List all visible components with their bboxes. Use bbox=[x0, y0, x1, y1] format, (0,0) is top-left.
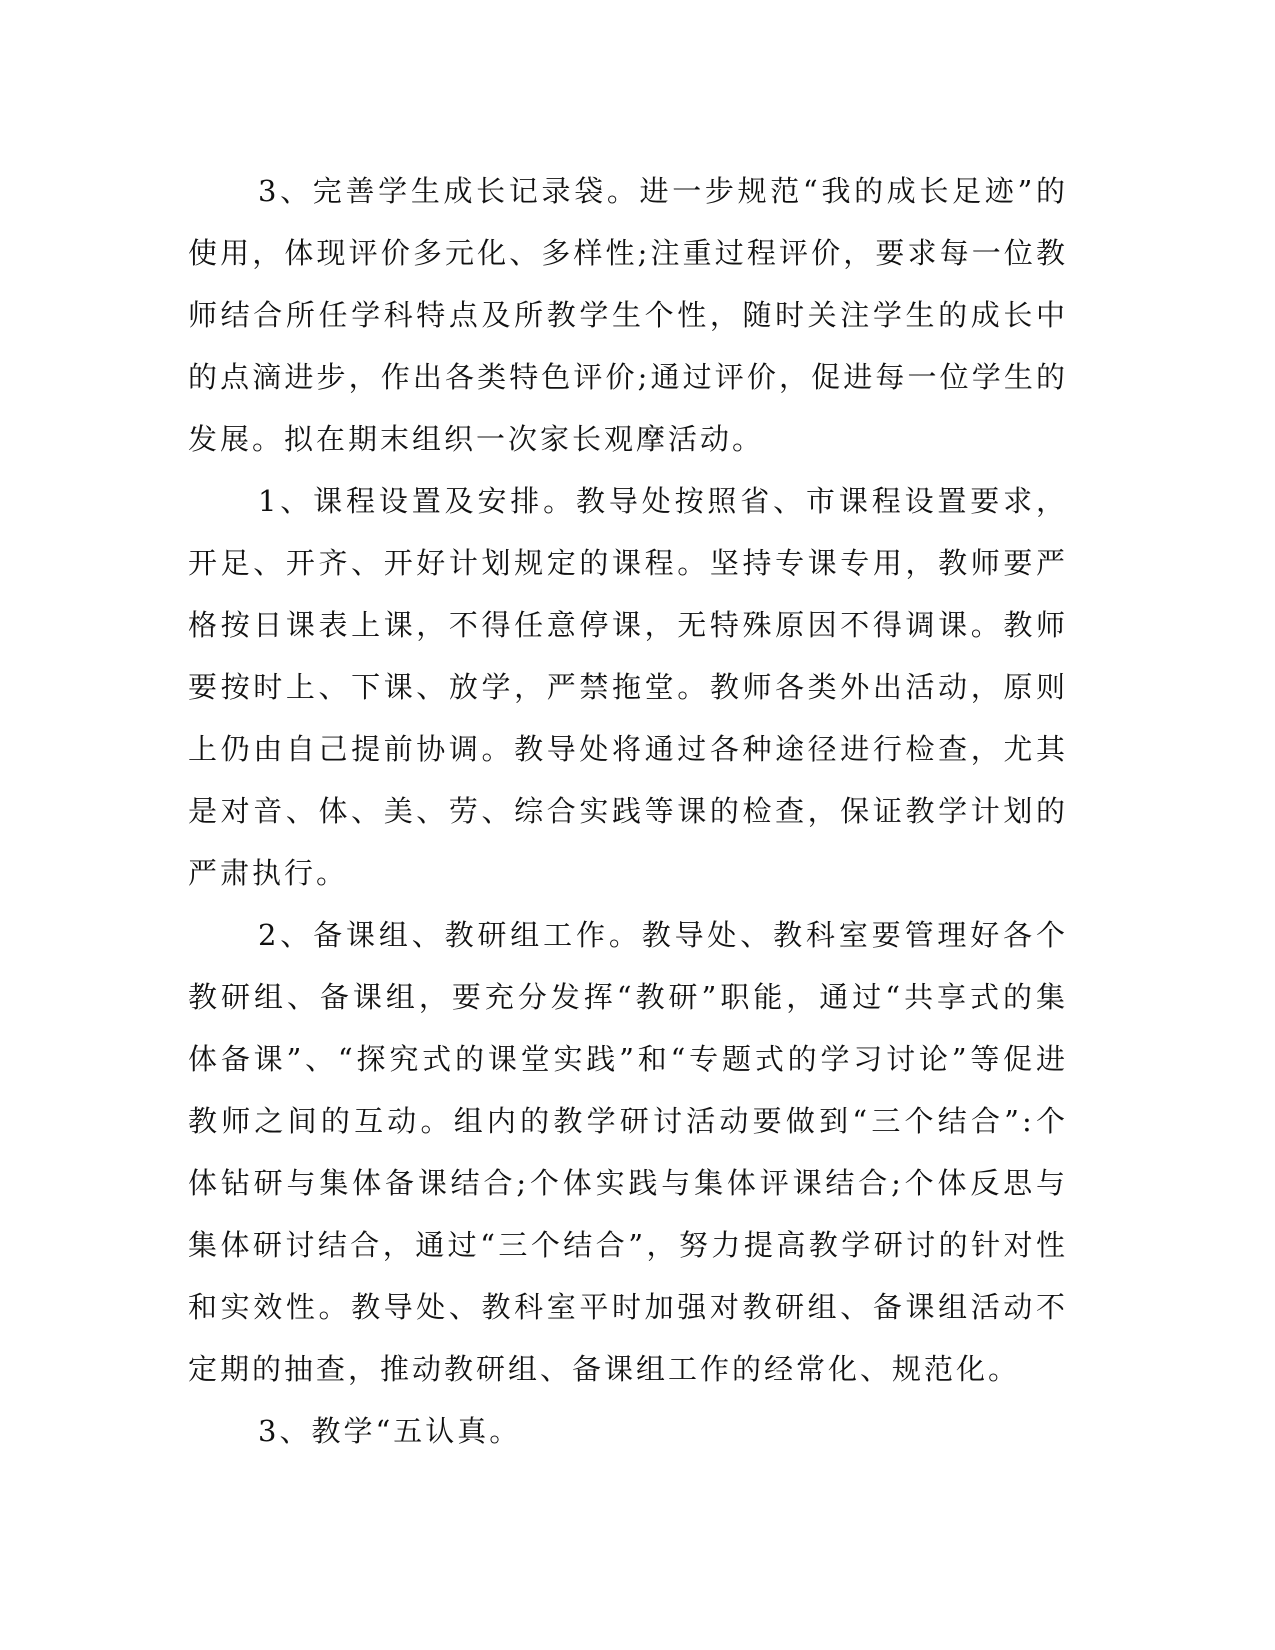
document-body bbox=[188, 160, 1068, 1462]
paragraph-five-earnest: 3、教学“五认真。 bbox=[258, 1414, 522, 1448]
paragraph-growth-record: 3、完善学生成长记录袋。进一步规范“我的成长足迹”的使用，体现评价多元化、多样性;注重过程评价，要求每一位教师结合所任学科特点及所教学生个性，随时关注学生的成长中的点滴进步，作出各类特色评价;通过评价，促进每一位学生的发展。拟在期末组织一次家长观摩活动。 bbox=[188, 174, 1068, 456]
paragraph-teaching-research: 2、备课组、教研组工作。教导处、教科室要管理好各个教研组、备课组，要充分发挥“教研”职能，通过“共享式的集体备课”、“探究式的课堂实践”和“专题式的学习讨论”等促进教师之间的互动。组内的教学研讨活动要做到“三个结合”:个体钻研与集体备课结合;个体实践与集体评课结合;个体反思与集体研讨结合，通过“三个结合”，努力提高教学研讨的针对性和实效性。教导处、教科室平时加强对教研组、备课组活动不定期的抽查，推动教研组、备课组工作的经常化、规范化。 bbox=[188, 918, 1068, 1386]
paragraph-curriculum: 1、课程设置及安排。教导处按照省、市课程设置要求，开足、开齐、开好计划规定的课程。坚持专课专用，教师要严格按日课表上课，不得任意停课，无特殊原因不得调课。教师要按时上、下课、放学，严禁拖堂。教师各类外出活动，原则上仍由自己提前协调。教导处将通过各种途径进行检查，尤其是对音、体、美、劳、综合实践等课的检查，保证教学计划的严肃执行。 bbox=[188, 484, 1068, 890]
